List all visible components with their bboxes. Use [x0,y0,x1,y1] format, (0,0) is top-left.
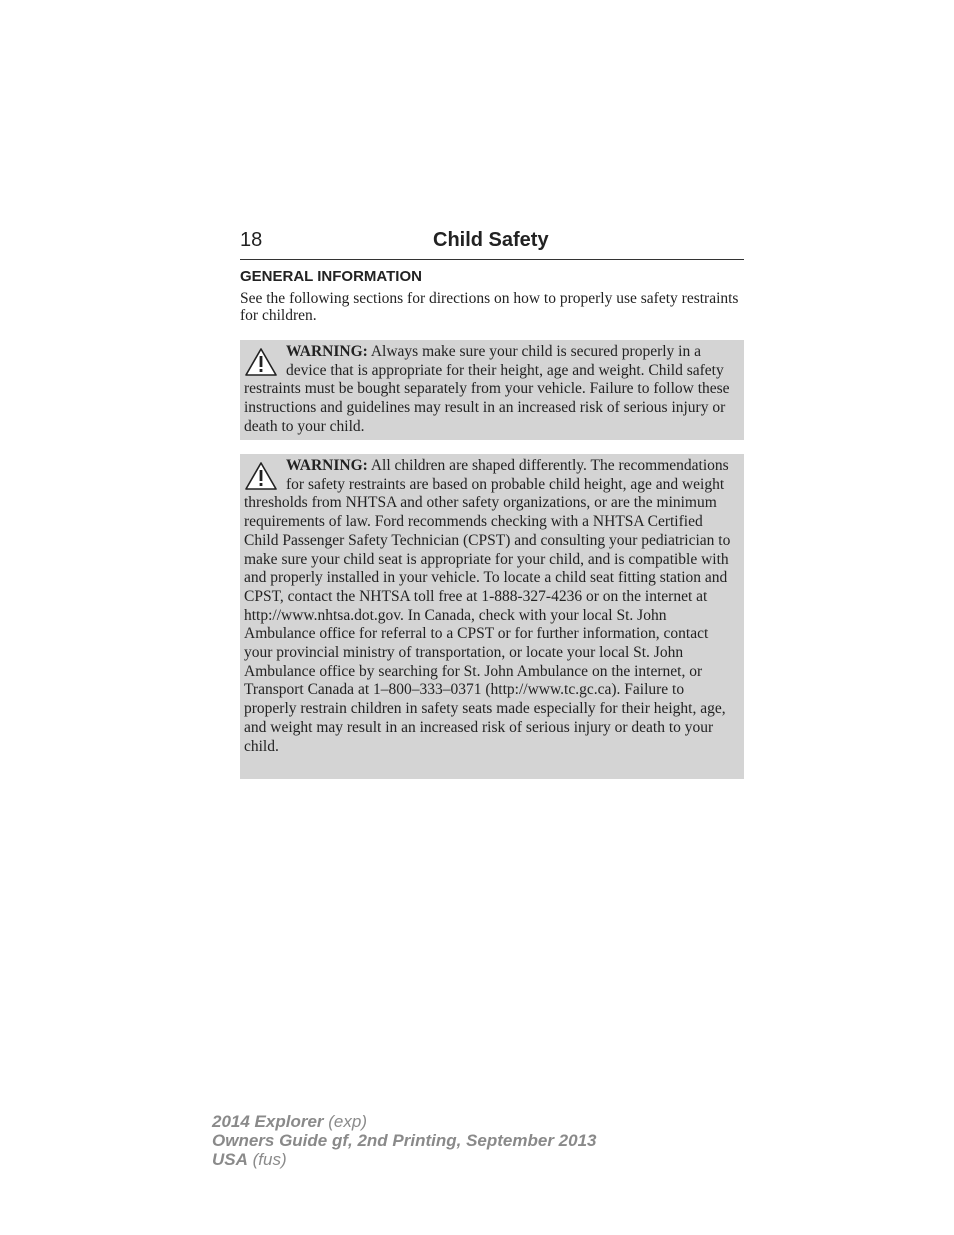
warning-triangle-icon [244,347,278,377]
warning-text: All children are shaped differently. The recommendations for safety restraints are based on probable child height, age and weight thresholds from NHTSA and other safety organizations, or are the minimum requirements of law. Ford recommends checking with a NHTSA Certified Child Passenger Safety Technician (CPST) and consulting your pediatrician to make sure your child seat is appropriate for your child, and is compatible with and properly installed in your vehicle. To locate a child seat fitting station and CPST, contact the NHTSA toll free at 1-888-327-4236 or on the internet at http://www.nhtsa.dot.gov. In Canada, check with your local St. John Ambulance office for referral to a CPST or for further information, contact your provincial ministry of transportation, or locate your local St. John Ambulance office by searching for St. John Ambulance on the internet, or Transport Canada at 1–800–333–0371 (http://www.tc.gc.ca). Failure to properly restrain children in safety seats made especially for their height, age, and weight may result in an increased risk of serious injury or death to your child. [244,457,731,755]
warning-triangle-icon [244,461,278,491]
chapter-title: Child Safety [433,229,549,251]
page-number: 18 [240,229,263,251]
footer-model-code: (exp) [328,1112,367,1131]
footer-model: 2014 Explorer [212,1112,324,1131]
footer-market: USA [212,1150,248,1169]
warning-box [240,340,744,440]
intro-paragraph: See the following sections for directions on how to properly use safety restraints for children. [240,290,739,324]
section-heading: GENERAL INFORMATION [240,268,422,285]
footer-line-market [212,1150,596,1169]
warning-box [240,454,744,779]
footer-printing: Owners Guide gf, 2nd Printing, September 2013 [212,1131,597,1150]
warning-label: WARNING: [286,457,368,474]
warning-text: Always make sure your child is secured properly in a device that is appropriate for their height, age and weight. Child safety restraints must be bought separately from your vehicle. Failure to follow these instructions and guidelines may result in an increased risk of serious injury or death to your child. [244,343,730,435]
warning-label: WARNING: [286,343,368,360]
footer-market-code: (fus) [252,1150,287,1169]
page-footer [212,1112,596,1169]
footer-line-model [212,1112,596,1131]
page-header [240,227,744,260]
